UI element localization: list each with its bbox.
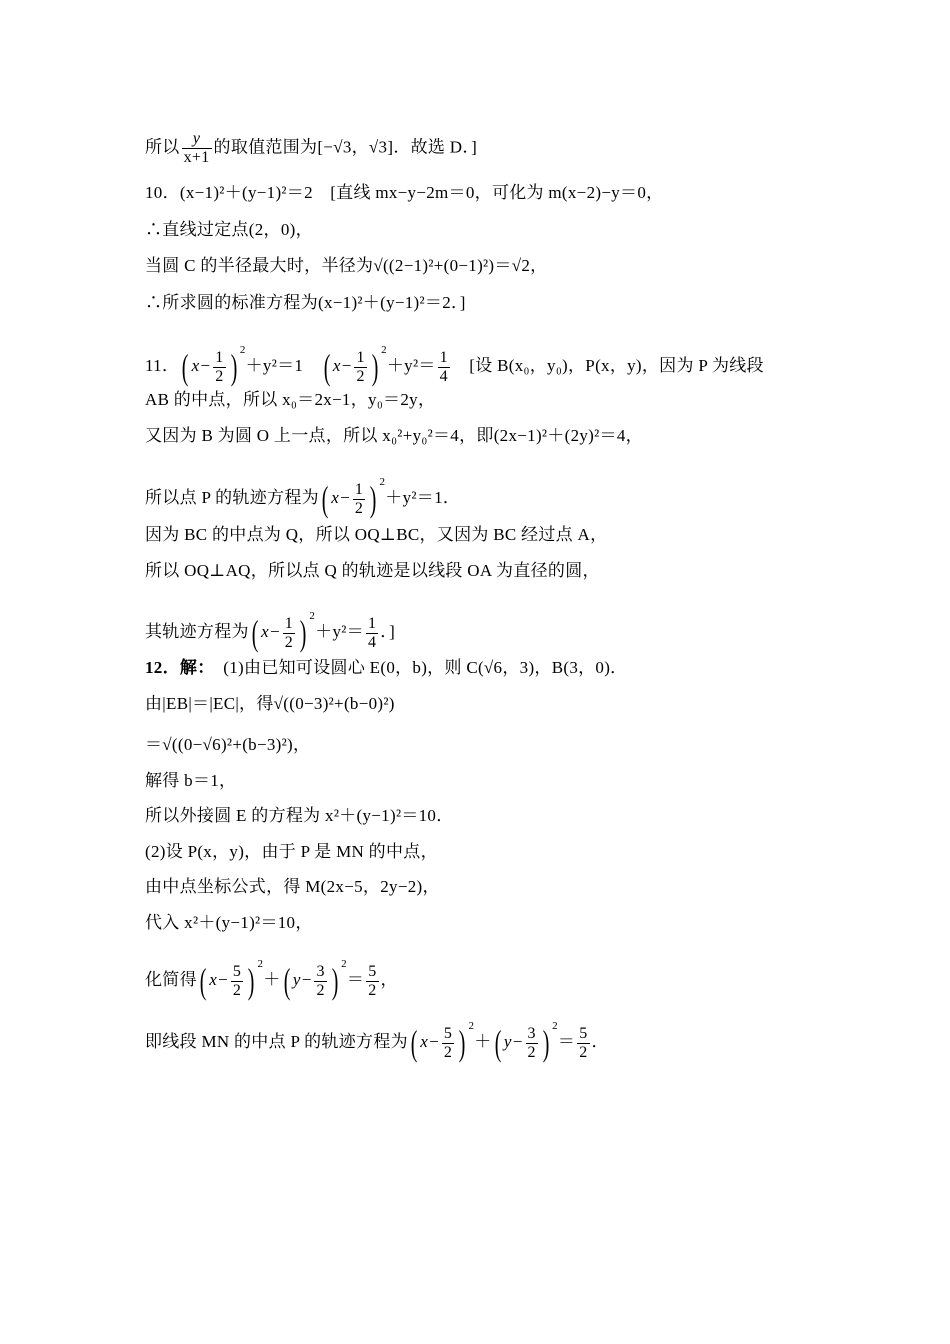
- text-segment: ＋y²＝: [386, 356, 436, 375]
- frac-num: 5: [579, 1024, 588, 1042]
- text-segment: ＋: [474, 1032, 492, 1051]
- text-segment: 的取值范围为[−√3，√3]．故选 D．]: [213, 137, 478, 157]
- text-segment: x−: [420, 1032, 440, 1051]
- frac-num: 3: [527, 1024, 536, 1042]
- text-segment: 当圆 C 的半径最大时，半径为√((2−1)²+(0−1)²)＝√2，: [145, 256, 548, 275]
- line-01: [145, 130, 477, 167]
- frac-den: 2: [443, 1043, 453, 1061]
- line-05: [145, 291, 466, 315]
- text-segment: 所以 OQ⊥AQ，所以点 Q 的轨迹是以线段 OA 为直径的圆，: [145, 561, 600, 580]
- frac-den: x+1: [183, 149, 210, 166]
- frac-den: 2: [316, 981, 325, 999]
- text-segment: 化简得: [145, 970, 197, 989]
- text-segment: 其轨迹方程为: [145, 622, 249, 641]
- text-segment: y−: [292, 970, 313, 989]
- line-02: [145, 181, 663, 205]
- line-13: [145, 656, 627, 680]
- text-segment: (1)由已知可设圆心 E(0，b)，则 C(√6，3)，B(3，0)．: [206, 658, 628, 677]
- frac-num: 3: [316, 962, 325, 980]
- fraction: [438, 349, 450, 386]
- line-20: [145, 911, 313, 935]
- paren-left: (: [321, 479, 329, 520]
- frac-num: 1: [354, 480, 364, 498]
- line-07: [145, 388, 435, 412]
- frac-den: 2: [579, 1043, 588, 1061]
- line-03: [145, 218, 313, 242]
- text-segment: 代入 x²＋(y−1)²＝10，: [145, 913, 313, 932]
- line-06: [145, 338, 764, 387]
- text-segment: ＝: [557, 1032, 576, 1051]
- exponent: 2: [552, 1020, 558, 1032]
- paren-left: (: [283, 961, 291, 1002]
- frac-den: 2: [356, 367, 365, 385]
- text-segment: x−: [332, 356, 353, 375]
- line-10: [145, 523, 607, 547]
- line-04: [145, 254, 547, 278]
- text-segment: 所以外接圆 E 的方程为 x²＋(y−1)²＝10．: [145, 806, 454, 825]
- text-segment: 又因为 B 为圆 O 上一点，所以 x₀²+y₀²＝4，即(2x−1)²＋(2y)²＝4，: [145, 426, 643, 445]
- frac-num: 1: [356, 348, 365, 366]
- exponent: 2: [381, 344, 387, 356]
- fraction: [366, 615, 378, 652]
- text-segment: 由|EB|＝|EC|，得√((0−3)²+(b−0)²): [145, 694, 395, 713]
- frac-num: 1: [215, 348, 224, 366]
- paren-right: ): [247, 961, 255, 1002]
- frac-den: 2: [284, 633, 294, 651]
- text-segment: 解得 b＝1，: [145, 771, 237, 790]
- paren-left: (: [251, 613, 259, 654]
- exponent: 2: [239, 344, 246, 356]
- fraction: [314, 963, 326, 1000]
- fraction: [213, 349, 225, 386]
- paren-right: ): [542, 1023, 550, 1064]
- text-segment: ＋y²＝1．: [385, 488, 461, 507]
- paren-left: (: [323, 347, 331, 388]
- paren-right: ): [371, 347, 379, 388]
- line-17: [145, 804, 454, 828]
- frac-num: 5: [232, 962, 242, 980]
- frac-den: 2: [215, 367, 224, 385]
- paren-left: (: [494, 1023, 502, 1064]
- fraction: [283, 615, 295, 652]
- frac-den: 2: [232, 981, 242, 999]
- fraction: [366, 963, 378, 1000]
- line-16: [145, 769, 236, 793]
- paren-left: (: [410, 1023, 418, 1064]
- fraction: [353, 481, 365, 518]
- text-segment: y−: [503, 1032, 524, 1051]
- paren-left: (: [182, 347, 189, 388]
- paren-right: ): [331, 961, 339, 1002]
- text-segment: AB 的中点，所以 x₀＝2x−1，y₀＝2y，: [145, 390, 436, 409]
- line-19: [145, 875, 440, 899]
- text-segment: 所以: [145, 137, 180, 157]
- text-segment: 12．解：: [145, 658, 206, 677]
- text-segment: ＝√((0−√6)²+(b−3)²)，: [145, 735, 311, 754]
- paren-right: ): [230, 347, 238, 388]
- fraction: [526, 1025, 538, 1062]
- frac-num: 1: [439, 348, 448, 366]
- frac-den: 4: [367, 633, 377, 651]
- text-segment: ．: [591, 1032, 609, 1051]
- line-12: [145, 604, 395, 653]
- line-11: [145, 559, 600, 583]
- line-21: [145, 952, 398, 1001]
- line-22: [145, 1014, 609, 1063]
- text-segment: ＋y²＝: [315, 622, 364, 641]
- frac-num: 5: [443, 1024, 453, 1042]
- frac-num: 1: [284, 614, 294, 632]
- exponent: 2: [341, 958, 347, 970]
- frac-num: 1: [367, 614, 377, 632]
- exponent: 2: [257, 958, 264, 970]
- text-segment: ∴直线过定点(2，0)，: [145, 220, 313, 239]
- line-09: [145, 470, 460, 519]
- text-segment: ∴所求圆的标准方程为(x−1)²＋(y−1)²＝2．]: [145, 293, 466, 312]
- text-segment: ＋: [263, 970, 281, 989]
- text-segment: x−: [191, 356, 212, 375]
- text-segment: ，: [380, 970, 398, 989]
- text-segment: ．]: [380, 622, 396, 641]
- frac-den: 2: [354, 499, 364, 517]
- line-14: [145, 692, 395, 716]
- fraction: [354, 349, 366, 386]
- paren-right: ): [299, 613, 307, 654]
- text-segment: 10．(x−1)²＋(y−1)²＝2 [直线 mx−y−2m＝0，可化为 m(x−2)−y＝0，: [145, 183, 664, 202]
- exponent: 2: [379, 476, 386, 488]
- paren-right: ): [458, 1023, 466, 1064]
- line-08: [145, 424, 643, 448]
- text-segment: 由中点坐标公式，得 M(2x−5，2y−2)，: [145, 877, 440, 896]
- fraction: [577, 1025, 589, 1062]
- text-segment: [设 B(x₀，y₀)，P(x，y)，因为 P 为线段: [451, 356, 764, 375]
- paren-left: (: [199, 961, 207, 1002]
- text-segment: 所以点 P 的轨迹方程为: [145, 488, 319, 507]
- paren-right: ): [369, 479, 377, 520]
- frac-den: 2: [527, 1043, 536, 1061]
- frac-den: 2: [368, 981, 377, 999]
- text-segment: (2)设 P(x，y)，由于 P 是 MN 的中点，: [145, 842, 438, 861]
- frac-num: 5: [368, 962, 377, 980]
- text-segment: 因为 BC 的中点为 Q，所以 OQ⊥BC，又因为 BC 经过点 A，: [145, 525, 608, 544]
- frac-num: y: [182, 130, 212, 149]
- text-segment: x−: [331, 488, 351, 507]
- text-segment: 即线段 MN 的中点 P 的轨迹方程为: [145, 1032, 408, 1051]
- text-segment: x−: [209, 970, 229, 989]
- text-segment: 11．: [145, 356, 180, 375]
- exponent: 2: [468, 1020, 475, 1032]
- fraction: [231, 963, 243, 1000]
- frac-den: 4: [439, 367, 448, 385]
- text-segment: ＝: [346, 970, 365, 989]
- fraction: [182, 130, 212, 167]
- line-18: [145, 840, 438, 864]
- fraction: [442, 1025, 454, 1062]
- exponent: 2: [309, 610, 316, 622]
- line-15: [145, 733, 310, 757]
- text-segment: ＋y²＝1: [245, 356, 321, 375]
- text-segment: x−: [261, 622, 281, 641]
